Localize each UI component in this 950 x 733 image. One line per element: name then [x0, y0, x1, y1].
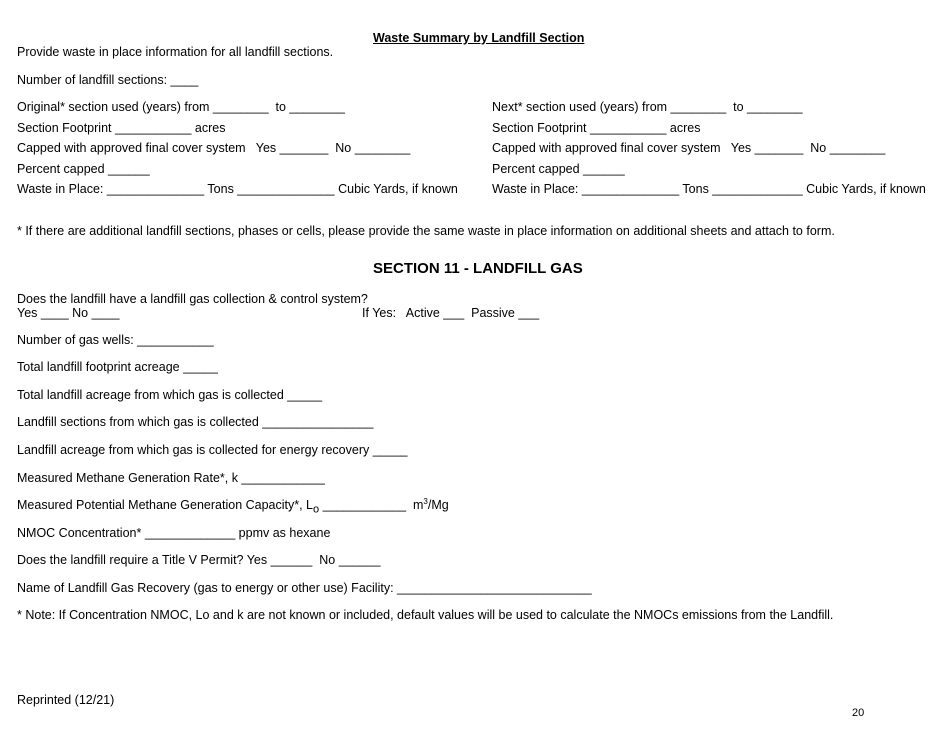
num-sections-field[interactable]: Number of landfill sections: ____	[17, 73, 199, 87]
gas-system-active-passive-field[interactable]: If Yes: Active ___ Passive ___	[362, 306, 540, 320]
original-section-capped-field[interactable]: Capped with approved final cover system Yes _______ No ________	[17, 141, 411, 155]
nmoc-concentration-field[interactable]: NMOC Concentration* _____________ ppmv as hexane	[17, 526, 331, 540]
methane-capacity-field[interactable]	[17, 496, 449, 516]
gas-system-question: Does the landfill have a landfill gas collection & control system?	[17, 292, 368, 306]
acreage-collected-field[interactable]: Total landfill acreage from which gas is collected _____	[17, 388, 323, 402]
recovery-facility-field[interactable]: Name of Landfill Gas Recovery (gas to energy or other use) Facility: ____________________________	[17, 581, 592, 595]
footprint-acreage-field[interactable]: Total landfill footprint acreage _____	[17, 360, 218, 374]
gas-wells-field[interactable]: Number of gas wells: ___________	[17, 333, 214, 347]
original-section-footprint-field[interactable]: Section Footprint ___________ acres	[17, 121, 226, 135]
waste-summary-title: Waste Summary by Landfill Section	[373, 31, 585, 45]
next-section-waste-field[interactable]: Waste in Place: ______________ Tons _____________ Cubic Yards, if known	[492, 182, 926, 196]
sections-collected-field[interactable]: Landfill sections from which gas is collected ________________	[17, 415, 374, 429]
next-section-percent-capped-field[interactable]: Percent capped ______	[492, 162, 625, 176]
waste-summary-instructions: Provide waste in place information for all landfill sections.	[17, 45, 334, 59]
additional-sections-footnote: * If there are additional landfill sections, phases or cells, please provide the same waste in place information on additional sheets and attach to form.	[17, 224, 835, 238]
next-section-capped-field[interactable]: Capped with approved final cover system Yes _______ No ________	[492, 141, 886, 155]
title-v-permit-field[interactable]: Does the landfill require a Title V Permit? Yes ______ No ______	[17, 553, 381, 567]
methane-capacity-label: Measured Potential Methane Generation Capacity*, L	[17, 498, 314, 512]
energy-recovery-acreage-field[interactable]: Landfill acreage from which gas is collected for energy recovery _____	[17, 443, 408, 457]
next-section-footprint-field[interactable]: Section Footprint ___________ acres	[492, 121, 701, 135]
next-section-years-field[interactable]: Next* section used (years) from ________ to ________	[492, 100, 803, 114]
methane-capacity-superscript: 3	[423, 496, 428, 506]
page-number: 20	[852, 707, 865, 719]
original-section-waste-field[interactable]: Waste in Place: ______________ Tons ______________ Cubic Yards, if known	[17, 182, 458, 196]
methane-capacity-unit: /Mg	[427, 498, 449, 512]
reprinted-date: Reprinted (12/21)	[17, 693, 115, 707]
methane-capacity-subscript: o	[313, 503, 320, 516]
methane-capacity-blank: ____________ m	[319, 498, 424, 512]
methane-generation-rate-field[interactable]: Measured Methane Generation Rate*, k ____________	[17, 471, 325, 485]
gas-system-yes-no-field[interactable]: Yes ____ No ____	[17, 306, 120, 320]
original-section-years-field[interactable]: Original* section used (years) from ________ to ________	[17, 100, 345, 114]
nmoc-default-note: * Note: If Concentration NMOC, Lo and k are not known or included, default values will be used to calculate the NMOCs emissions from the Landfill.	[17, 608, 834, 622]
section-11-title: SECTION 11 - LANDFILL GAS	[373, 260, 583, 277]
original-section-percent-capped-field[interactable]: Percent capped ______	[17, 162, 150, 176]
